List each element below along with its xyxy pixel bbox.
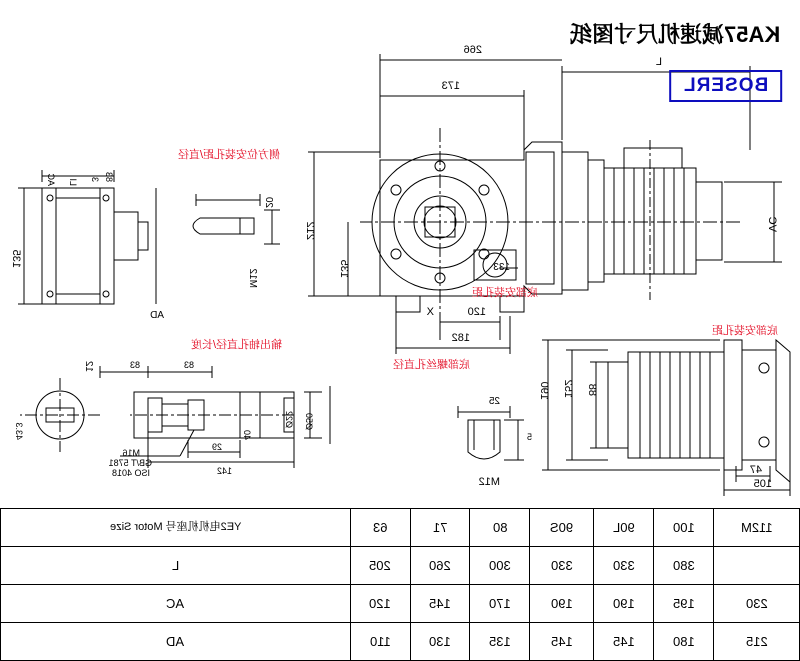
table-row	[1, 585, 800, 623]
table-cell: 380	[654, 547, 714, 585]
note-side-mount-hole: 侧方位安装孔距/直径	[177, 149, 280, 161]
table-cell: 145	[410, 585, 470, 623]
dim-label-VC: VC	[766, 216, 778, 232]
table-cell: 190	[594, 585, 654, 623]
table-cell: 90S	[530, 509, 594, 547]
dim-label-40: 40	[242, 429, 252, 440]
dim-label-5: 5	[526, 432, 532, 442]
dim-label-M12-side: M12	[247, 268, 258, 288]
table-cell: 230	[714, 585, 800, 623]
dim-label-88: 88	[586, 383, 598, 396]
table-cell: 100	[654, 509, 714, 547]
dim-label-182: 182	[451, 332, 470, 344]
table-cell: 330	[594, 547, 654, 585]
dim-label-20: 20	[263, 196, 274, 208]
dim-label-83b: 83	[129, 360, 140, 370]
dim-label-142: 142	[216, 466, 232, 476]
motor-size-table	[0, 508, 800, 661]
dim-label-12: 12	[83, 360, 94, 372]
table-cell: 120	[350, 585, 410, 623]
table-cell: 180	[654, 623, 714, 661]
table-cell: 300	[470, 547, 530, 585]
dim-label-M16: M16	[122, 448, 140, 458]
dim-label-105: 105	[753, 478, 772, 490]
dim-label-L: L	[655, 56, 662, 68]
dim-label-133: 133	[493, 262, 510, 273]
dim-label-173: 173	[441, 80, 460, 92]
table-row	[1, 509, 800, 547]
table-cell: 130	[410, 623, 470, 661]
dim-label-gb-standard: GB/T 5781	[108, 458, 152, 468]
note-bottom-thread-hole: 底部螺丝孔直径	[393, 359, 470, 371]
table-cell: 63	[350, 509, 410, 547]
brand-logo-text: BOSERL	[682, 75, 768, 96]
table-cell: 260	[410, 547, 470, 585]
dim-label-29: 29	[211, 442, 222, 452]
page-title	[570, 18, 780, 49]
note-bottom-mount-hole: 底部安装孔距	[712, 325, 778, 337]
table-cell	[714, 547, 800, 585]
dim-label-83a: 83	[183, 360, 194, 370]
dim-label-X: X	[426, 306, 434, 318]
dim-label-dia22: Ø22	[284, 410, 294, 428]
table-cell: 330	[530, 547, 594, 585]
table-cell: 110	[350, 623, 410, 661]
dim-label-266: 266	[463, 44, 482, 56]
table-cell: 112M	[714, 509, 800, 547]
brand-logo	[669, 70, 782, 102]
table-cell: 71	[410, 509, 470, 547]
table-row	[1, 547, 800, 585]
table-cell: 190	[530, 585, 594, 623]
dim-label-25: 25	[488, 396, 500, 407]
table-header-AD: AD	[1, 623, 351, 661]
table-cell: 205	[350, 547, 410, 585]
dim-label-43-3: 43.3	[14, 422, 24, 440]
dim-label-83-side: 83	[104, 171, 114, 182]
table-cell: 195	[654, 585, 714, 623]
dim-label-AC: AC	[46, 173, 56, 186]
dim-label-AD: AD	[150, 310, 164, 321]
note-bottom-mount-hole-2: 底部安装孔距	[472, 287, 538, 299]
dim-label-152: 152	[562, 379, 574, 398]
page-title-text: KA57减速机尺寸图纸	[569, 22, 780, 47]
dim-label-iso-standard: ISO 4018	[111, 468, 150, 478]
table-cell: 215	[714, 623, 800, 661]
table-cell: 80	[470, 509, 530, 547]
table-cell: 170	[470, 585, 530, 623]
table-header-motor-size	[1, 509, 351, 547]
dim-label-47: 47	[749, 464, 762, 476]
dim-label-M12: M12	[478, 476, 500, 488]
table-cell: 145	[530, 623, 594, 661]
dim-label-135: 135	[338, 259, 350, 278]
dim-label-3: 3	[90, 176, 100, 182]
dim-label-120: 120	[467, 306, 486, 318]
table-header-AC: AC	[1, 585, 351, 623]
note-output-shaft: 输出轴孔直径/长度	[190, 339, 282, 351]
table-cell: 90L	[594, 509, 654, 547]
dim-label-dia50: Ø50	[304, 412, 314, 430]
table-cell: 145	[594, 623, 654, 661]
dim-label-LI: LI	[68, 178, 78, 186]
table-cell: 135	[470, 623, 530, 661]
dim-label-212: 212	[304, 221, 316, 240]
dim-label-190: 190	[538, 381, 550, 400]
cell-text: YE2电机机座号 Motor Size	[109, 521, 241, 534]
table-header-L: L	[1, 547, 351, 585]
dim-label-135-side: 135	[10, 249, 22, 268]
table-row	[1, 623, 800, 661]
